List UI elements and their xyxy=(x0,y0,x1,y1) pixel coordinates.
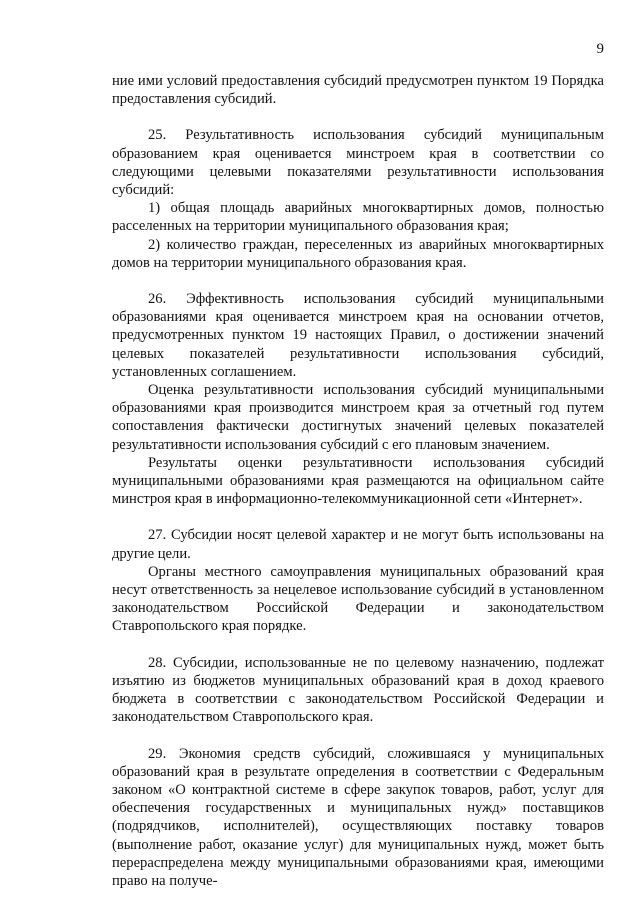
paragraph: 28. Субсидии, использованные не по целевому назначению, подлежат изъятию из бюджетов муниципальных образований края в доход краевого бюджета в соответствии с законодательством Российской Федерации и законодательством Ставропольского края. xyxy=(112,654,604,726)
paragraph: ние ими условий предоставления субсидий предусмотрен пунктом 19 Порядка предоставления субсидий. xyxy=(112,73,604,108)
page-number: 9 xyxy=(596,41,604,57)
paragraph: 25. Результативность использования субсидий муниципальным образованием края оценивается минстроем края в соответствии со следующими целевыми показателями результативности использования субсидий: xyxy=(112,127,604,199)
paragraph: 26. Эффективность использования субсидий муниципальными образованиями края оценивается минстроем края на основании отчетов, предусмотренных пунктом 19 настоящих Правил, о достижении значений целевых показателей результативности использования субсидий, установленных соглашением. xyxy=(112,291,604,380)
paragraph: 1) общая площадь аварийных многоквартирных домов, полностью расселенных на территории муниципального образования края; xyxy=(112,200,604,235)
paragraph: 2) количество граждан, переселенных из аварийных многоквартирных домов на территории муниципального образования края. xyxy=(112,236,604,271)
paragraph: Органы местного самоуправления муниципальных образований края несут ответственность за нецелевое использование субсидий в установленном законодательством Российской Федерации и законодательством Ставропольского края порядке. xyxy=(112,563,604,635)
paragraph: 27. Субсидии носят целевой характер и не могут быть использованы на другие цели. xyxy=(112,527,604,562)
document-body xyxy=(112,72,604,890)
paragraph: Оценка результативности использования субсидий муниципальными образованиями края производится минстроем края за отчетный год путем сопоставления фактически достигнутых значений целевых показателей результативности использования субсидий с его плановым значением. xyxy=(112,382,604,453)
paragraph: 29. Экономия средств субсидий, сложившаяся у муниципальных образований края в результате определения в соответствии с Федеральным законом «О контрактной системе в сфере закупок товаров, работ, услуг для обеспечения государственных и муниципальных нужд» поставщиков (подрядчиков, исполнителей), осуществляющих поставку товаров (выполнение работ, оказание услуг) для муниципальных нужд, может быть перераспределена между муниципальными образованиями края, имеющими право на получе- xyxy=(112,745,604,889)
paragraph: Результаты оценки результативности использования субсидий муниципальными образованиями края размещаются на официальном сайте минстроя края в информационно-телекоммуникационной сети «Интернет». xyxy=(112,454,604,508)
